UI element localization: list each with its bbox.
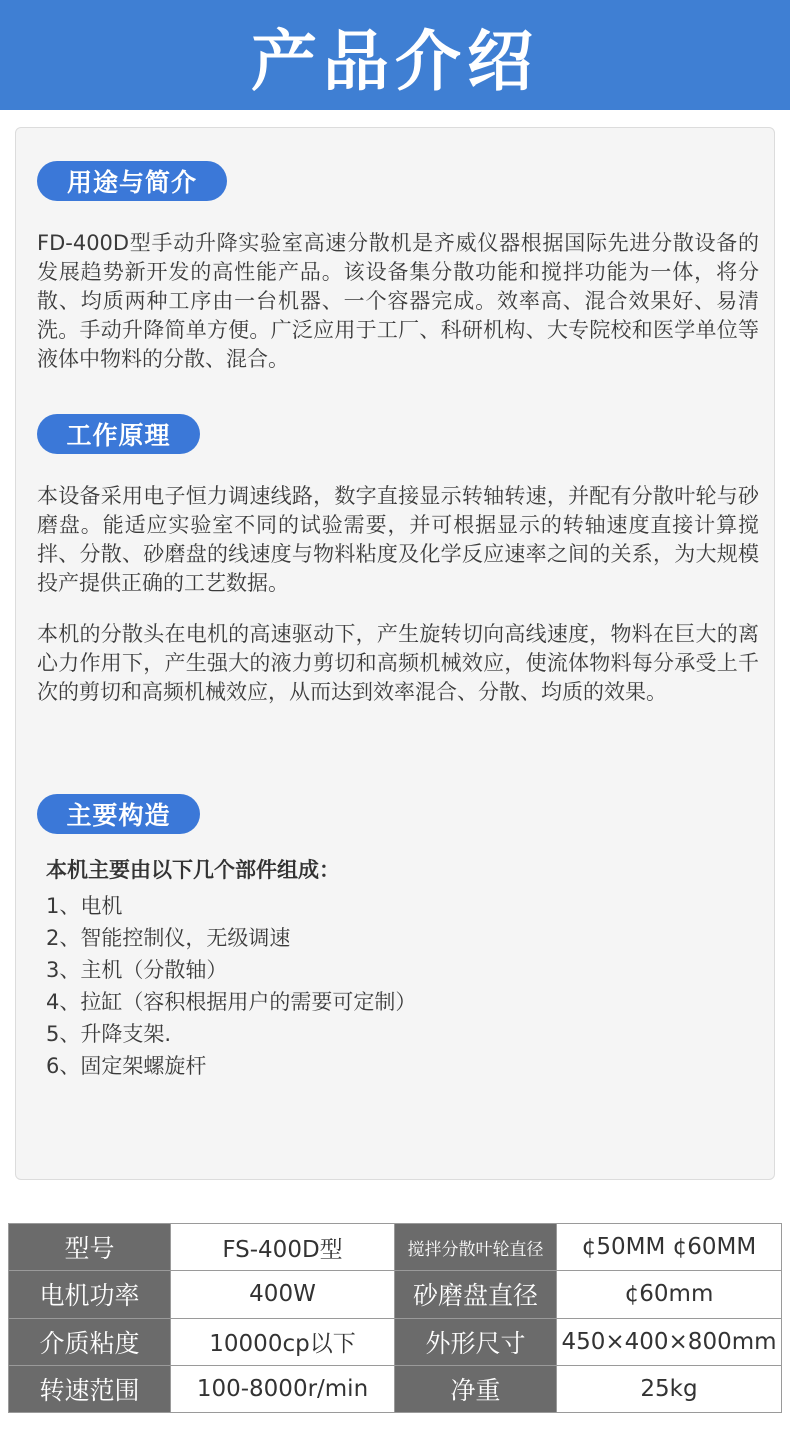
spec-value: ¢60mm — [557, 1271, 782, 1318]
usage-paragraph: FD-400D型手动升降实验室高速分散机是齐威仪器根据国际先进分散设备的发展趋势新开发的高性能产品。该设备集分散功能和搅拌功能为一体，将分散、均质两种工序由一台机器、一个容器完成。效率高、混合效果好、易清洗。手动升降简单方便。广泛应用于工厂、科研机构、大专院校和医学单位等液体中物料的分散、混合。 — [37, 231, 759, 371]
spec-label: 砂磨盘直径 — [395, 1271, 557, 1318]
spec-label: 净重 — [395, 1365, 557, 1412]
list-item: 2、智能控制仪，无级调速 — [46, 926, 291, 950]
spec-label: 介质粘度 — [9, 1318, 171, 1365]
structure-intro: 本机主要由以下几个部件组成： — [46, 858, 340, 882]
spec-label: 搅拌分散叶轮直径 — [395, 1224, 557, 1271]
spec-label: 型号 — [9, 1224, 171, 1271]
spec-value: 400W — [171, 1271, 395, 1318]
spec-value: 100-8000r/min — [171, 1365, 395, 1412]
table-row — [9, 1271, 782, 1318]
page-title: 产品介绍 — [251, 22, 539, 100]
table-row — [9, 1365, 782, 1412]
spec-value: 10000cp以下 — [171, 1318, 395, 1365]
list-item: 6、固定架螺旋杆 — [46, 1054, 207, 1078]
principle-paragraph-1: 本设备采用电子恒力调速线路，数字直接显示转轴转速，并配有分散叶轮与砂磨盘。能适应实验室不同的试验需要，并可根据显示的转轴速度直接计算搅拌、分散、砂磨盘的线速度与物料粘度及化学反应速率之间的关系，为大规模投产提供正确的工艺数据。 — [37, 484, 759, 595]
spec-label: 外形尺寸 — [395, 1318, 557, 1365]
spec-table — [8, 1223, 782, 1413]
list-item: 5、升降支架. — [46, 1022, 172, 1046]
section-badge-structure: 主要构造 — [37, 794, 200, 834]
section-badge-principle: 工作原理 — [37, 414, 200, 454]
spec-label: 电机功率 — [9, 1271, 171, 1318]
structure-list — [46, 890, 416, 1082]
spec-value: 450×400×800mm — [557, 1318, 782, 1365]
spec-value: ¢50MM ¢60MM — [557, 1224, 782, 1271]
table-row — [9, 1224, 782, 1271]
table-row — [9, 1318, 782, 1365]
page-header — [0, 0, 790, 110]
list-item: 3、主机（分散轴） — [46, 958, 228, 982]
spec-label: 转速范围 — [9, 1365, 171, 1412]
principle-paragraph-2: 本机的分散头在电机的高速驱动下，产生旋转切向高线速度，物料在巨大的离心力作用下，产生强大的液力剪切和高频机械效应，使流体物料每分承受上千次的剪切和高频机械效应，从而达到效率混合、分散、均质的效果。 — [37, 622, 759, 704]
spec-value: 25kg — [557, 1365, 782, 1412]
list-item: 4、拉缸（容积根据用户的需要可定制） — [46, 990, 417, 1014]
section-badge-usage: 用途与简介 — [37, 161, 227, 201]
spec-value: FS-400D型 — [171, 1224, 395, 1271]
content-panel — [15, 127, 775, 1180]
list-item: 1、电机 — [46, 894, 123, 918]
